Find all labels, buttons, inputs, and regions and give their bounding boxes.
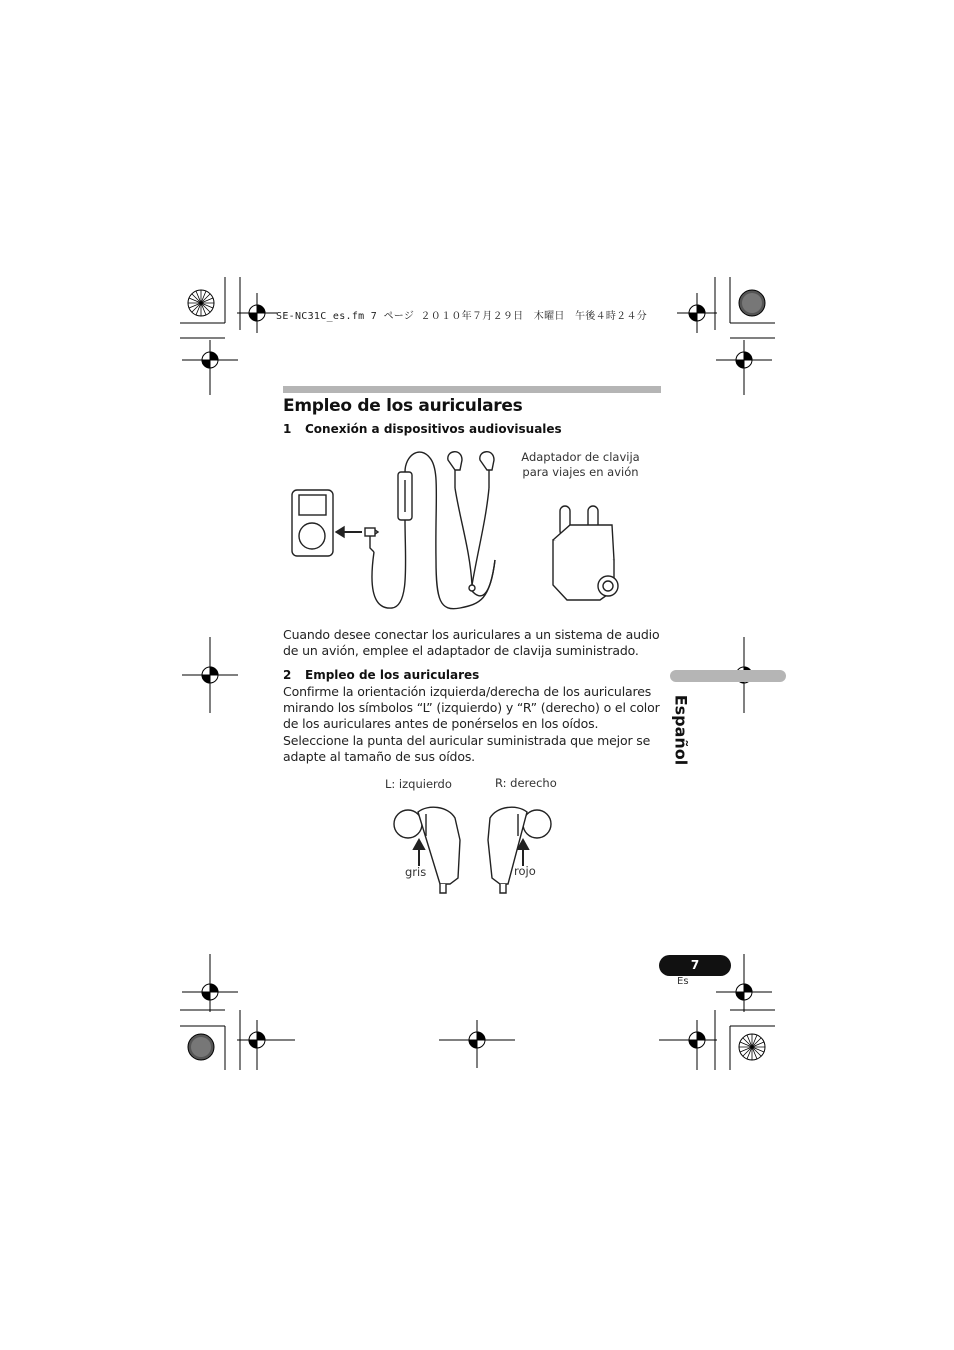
language-tab-label: Español <box>671 694 691 766</box>
step-1-label: Conexión a dispositivos audiovisuales <box>305 422 562 436</box>
step-1-number: 1 <box>283 422 292 436</box>
page-number-badge <box>659 955 731 976</box>
right-color-label: rojo <box>514 864 536 878</box>
page-number: 7 <box>690 958 700 972</box>
file-header-line: SE-NC31C_es.fm 7 ページ ２０１０年７月２９日 木曜日 午後４時２４分 <box>276 311 648 322</box>
step-2-number: 2 <box>283 668 292 682</box>
right-earbud-label: R: derecho <box>495 776 557 790</box>
left-color-label: gris <box>405 865 427 879</box>
adapter-caption: Adaptador de clavija para viajes en avión <box>521 450 640 479</box>
paragraph-orientation: Confirme la orientación izquierda/derecha de los auriculares mirando los símbolos “L” (izquierdo) y “R” (derecho) o el color de los auriculares antes de ponérselos en los oídos. Seleccione la punta del auricular suministrada que mejor se adapte al tamaño de sus oídos. <box>283 684 660 764</box>
step-2-label: Empleo de los auriculares <box>305 668 480 682</box>
page-language-code: Es <box>677 976 689 987</box>
left-earbud-label: L: izquierdo <box>385 777 452 791</box>
paragraph-airline: Cuando desee conectar los auriculares a un sistema de audio de un avión, emplee el adaptador de clavija suministrado. <box>283 627 660 659</box>
section-title: Empleo de los auriculares <box>283 396 523 416</box>
